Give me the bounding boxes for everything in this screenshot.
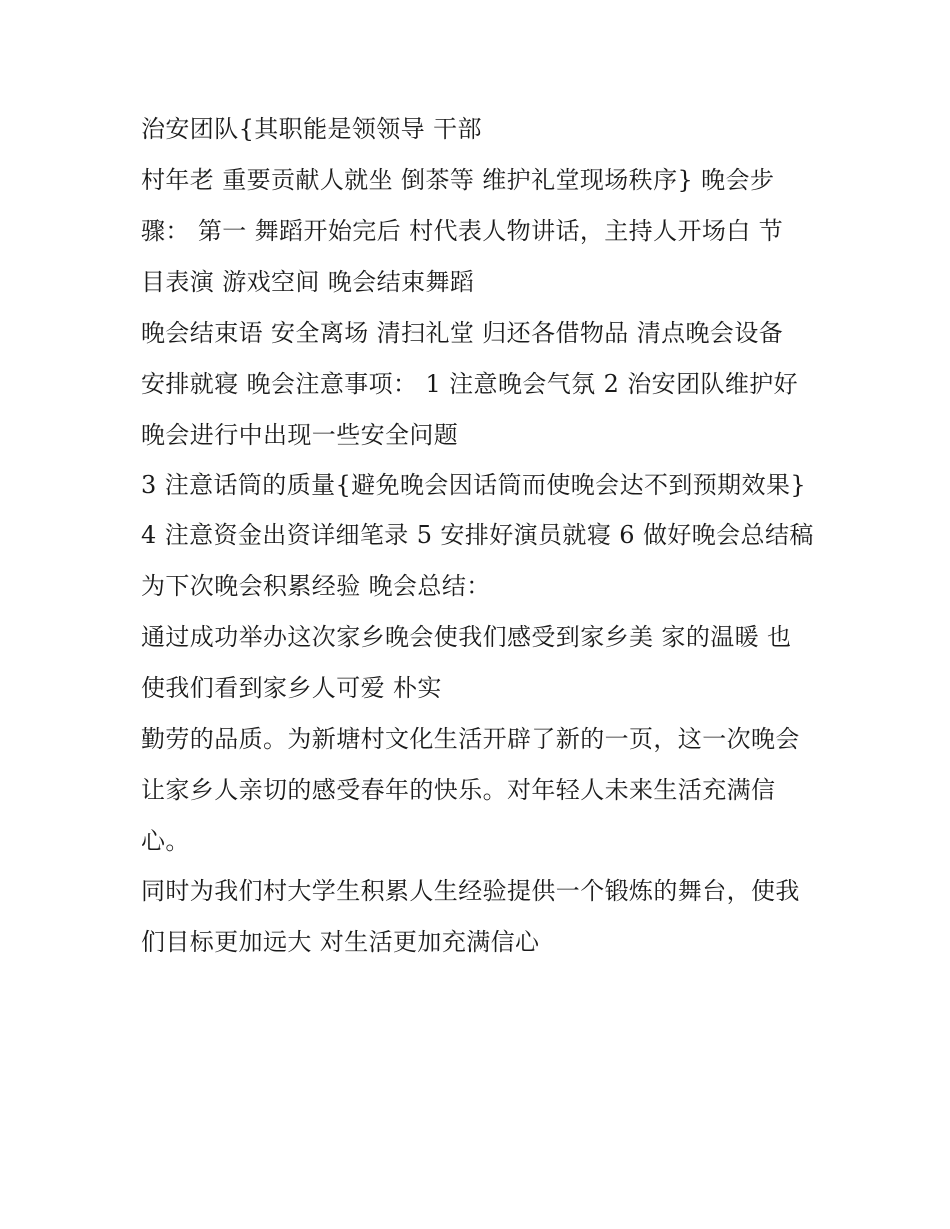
text-line: 同时为我们村大学生积累人生经验提供一个锻炼的舞台，使我 — [141, 877, 800, 905]
text-line: 目表演 游戏空间 晚会结束舞蹈 — [141, 268, 475, 296]
text-line: 勤劳的品质。为新塘村文化生活开辟了新的一页，这一次晚会 — [141, 725, 800, 753]
text-line: 4 注意资金出资详细笔录 5 安排好演员就寝 6 做好晚会总结稿 — [141, 521, 814, 549]
text-line: 晚会进行中出现一些安全问题 — [141, 421, 459, 449]
text-line: 治安团队{其职能是领领导 干部 — [141, 115, 482, 143]
text-line: 为下次晚会积累经验 晚会总结： — [141, 572, 491, 600]
text-line: 安排就寝 晚会注意事项： 1 注意晚会气氛 2 治安团队维护好 — [141, 370, 799, 398]
text-line: 们目标更加远大 对生活更加充满信心 — [141, 928, 540, 956]
text-line: 使我们看到家乡人可爱 朴实 — [141, 674, 442, 702]
text-line: 骤： 第一 舞蹈开始完后 村代表人物讲话，主持人开场白 节 — [141, 217, 784, 245]
text-line: 村年老 重要贡献人就坐 倒茶等 维护礼堂现场秩序} 晚会步 — [141, 166, 775, 194]
text-line: 让家乡人亲切的感受春年的快乐。对年轻人未来生活充满信 — [141, 776, 776, 804]
text-line: 晚会结束语 安全离场 清扫礼堂 归还各借物品 清点晚会设备 — [141, 319, 784, 347]
text-line: 通过成功举办这次家乡晚会使我们感受到家乡美 家的温暖 也 — [141, 623, 792, 651]
text-line: 3 注意话筒的质量{避免晚会因话筒而使晚会达不到预期效果} — [141, 471, 807, 499]
text-line: 心。 — [141, 827, 190, 855]
